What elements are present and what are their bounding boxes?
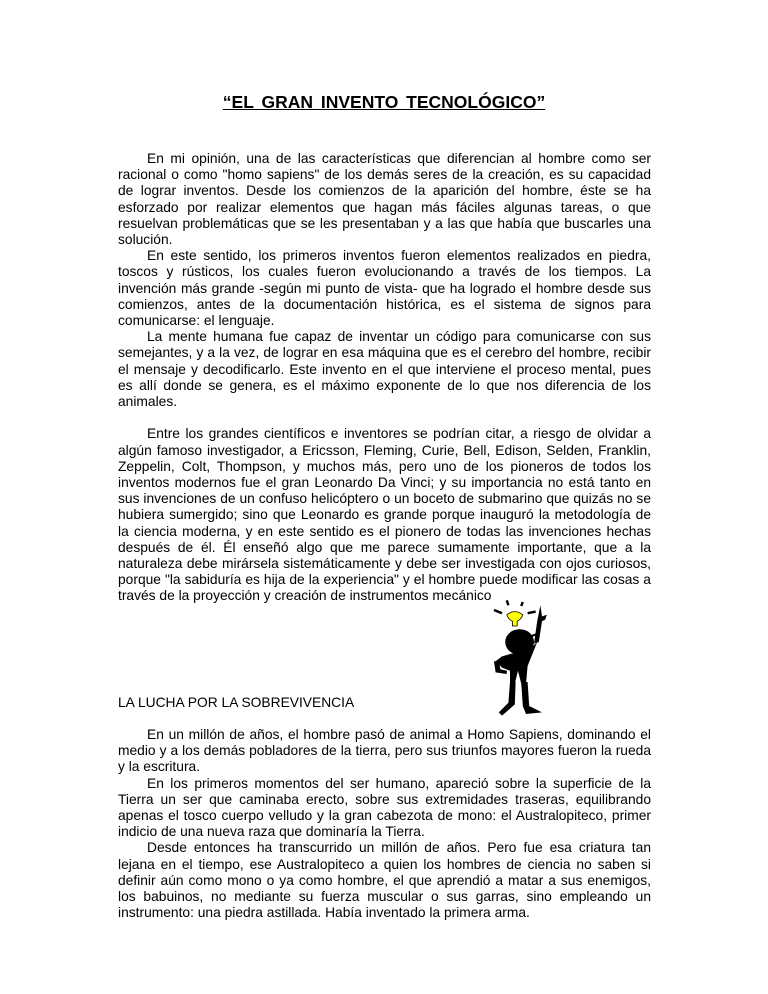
section-intro <box>118 151 651 605</box>
paragraph: En los primeros momentos del ser humano, apareció sobre la superficie de la Tierra un ser que caminaba erecto, sobre sus extremidades traseras, equilibrando apenas el tosco cuerpo velludo y la gran cabezota de mono: el Australopiteco, primer indicio de una nueva raza que dominaría la Tierra. <box>118 775 651 840</box>
paragraph: La mente humana fue capaz de inventar un código para comunicarse con sus semejantes, y a la vez, de lograr en esa máquina que es el cerebro del hombre, recibir el mensaje y decodificarlo. Este invento en el que interviene el proceso mental, pues es allí donde se genera, es el máximo exponente de lo que nos diferencia de los animales. <box>118 329 651 410</box>
thinking-man-clipart <box>478 594 558 722</box>
paragraph: En un millón de años, el hombre pasó de animal a Homo Sapiens, dominando el medio y a los demás pobladores de la tierra, pero sus triunfos mayores fueron la rueda y la escritura. <box>118 727 651 775</box>
paragraph: Desde entonces ha transcurrido un millón de años. Pero fue esa criatura tan lejana en el tiempo, ese Australopiteco a quien los hombres de ciencia no saben si definir aún como mono o ya como hombre, el que aprendió a matar a sus enemigos, los babuinos, no mediante su fuerza muscular o sus garras, sino empleando un instrumento: una piedra astillada. Había inventado la primera arma. <box>118 840 651 921</box>
document-title: “EL GRAN INVENTO TECNOLÓGICO” <box>222 92 546 112</box>
paragraph: En este sentido, los primeros inventos fueron elementos realizados en piedra, toscos y rústicos, los cuales fueron evolucionando a través de los tiempos. La invención más grande -según mi punto de vista- que ha logrado el hombre desde sus comienzos, antes de la documentación histórica, es el sistema de signos para comunicarse: el lenguaje. <box>118 248 651 329</box>
idea-bulb-icon <box>494 600 536 626</box>
paragraph: Entre los grandes científicos e inventores se podrían citar, a riesgo de olvidar a algún famoso investigador, a Ericsson, Fleming, Curie, Bell, Edison, Selden, Franklin, Zeppelin, Colt, Thompson, y muchos más, pero uno de los pioneros de todos los inventos modernos fue el gran Leonardo Da Vinci; y su importancia no está tanto en sus invenciones de un confuso helicóptero o un boceto de submarino que quizás no se hubiera sumergido; sino que Leonardo es grande porque inauguró la metodología de la ciencia moderna, y en este sentido es el pionero de todas las invenciones hechas después de él. Él enseñó algo que me parece sumamente importante, que a la naturaleza debe mirársela sistemáticamente y debe ser investigada con ojos curiosos, porque "la sabiduría es hija de la experiencia" y el hombre puede modificar las cosas a través de la proyección y creación de instrumentos mecánico <box>118 426 651 604</box>
paragraph: En mi opinión, una de las características que diferencian al hombre como ser racional o como "homo sapiens" de los demás seres de la creación, es su capacidad de lograr inventos. Desde los comienzos de la aparición del hombre, éste se ha esforzado por realizar elementos que hagan más fáciles algunas tareas, o que resuelvan problemáticas que se les presentaban y a las que había que buscarles una solución. <box>118 151 651 248</box>
section-survival <box>118 727 651 921</box>
section-heading: LA LUCHA POR LA SOBREVIVENCIA <box>118 695 355 710</box>
figure-silhouette <box>494 605 547 715</box>
